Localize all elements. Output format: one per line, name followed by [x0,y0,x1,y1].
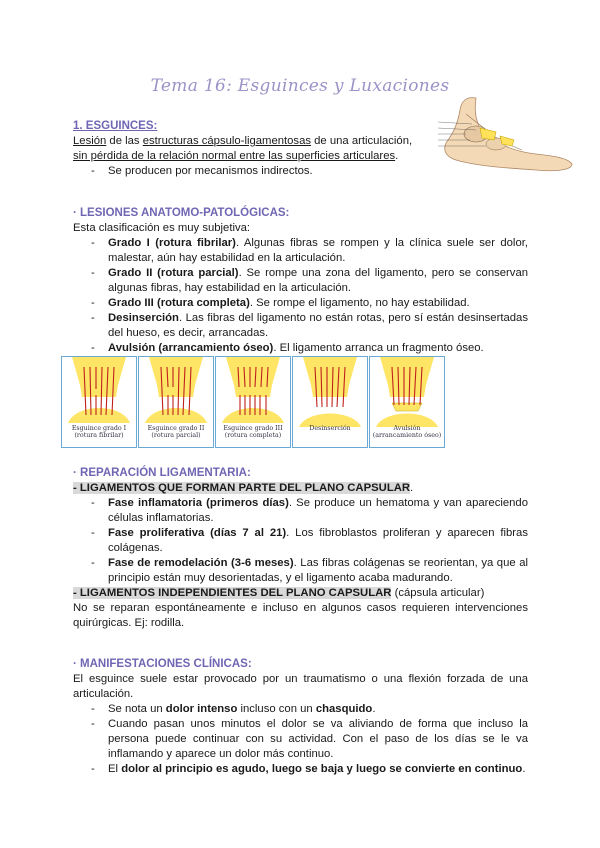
esguinces-heading: 1. ESGUINCES: [73,120,158,132]
list-item: - Fase inflamatoria (primeros días). Se produce un hematoma y van apareciendo células inflamatorias. [73,496,528,526]
list-item: - Desinserción. Las fibras del ligamento no están rotas, pero sí están desinsertadas del hueso, es decir, arrancadas. [73,311,528,341]
list-item: - Grado I (rotura fibrilar). Algunas fibras se rompen y la clínica suele ser dolor, malestar, aún hay estabilidad en la articulación. [73,236,528,266]
lesiones-list [73,236,528,356]
reparacion-sub1: - LIGAMENTOS QUE FORMAN PARTE DEL PLANO CAPSULAR. [73,482,414,494]
page-title: Tema 16: Esguinces y Luxaciones [150,76,450,96]
figure-desinsercion [292,356,368,448]
section-reparacion [73,466,528,631]
figure-grado-3 [215,356,291,448]
section-esguinces [73,119,433,179]
section-manifestaciones [73,657,528,777]
manifestaciones-intro: El esguince suele estar provocado por un traumatismo o una flexión forzada de una articulación. [73,673,528,700]
figure-caption: Desinserción [309,425,351,432]
list-item: - Se nota un dolor intenso incluso con un chasquido. [73,702,528,717]
list-item: - Avulsión (arrancamiento óseo). El ligamento arranca un fragmento óseo. [73,341,528,356]
list-item: - Grado II (rotura parcial). Se rompe una zona del ligamento, pero se conservan algunas fibras, hay estabilidad en la articulación. [73,266,528,296]
lesiones-heading: · LESIONES ANATOMO-PATOLÓGICAS: [73,207,290,219]
figure-caption: Esguince grado I (rotura fibrilar) [71,425,127,439]
figure-avulsion [369,356,445,448]
list-item: - Fase de remodelación (3-6 meses). Las fibras colágenas se reorientan, ya que al principio están muy desorientadas, y el ligamento acaba madurando. [73,556,528,586]
figure-caption: Avulsión (arrancamiento óseo) [372,425,442,439]
figure-grado-1 [61,356,137,448]
foot-ligament-illustration [436,92,576,176]
list-item: - Se producen por mecanismos indirectos. [73,164,433,179]
reparacion-sub2-text: No se reparan espontáneamente e incluso en algunos casos requieren intervenciones quirúrgicas. Ej: rodilla. [73,602,528,629]
figure-caption: Esguince grado II (rotura parcial) [147,425,205,439]
manifestaciones-heading: · MANIFESTACIONES CLÍNICAS: [73,658,252,670]
reparacion-sub2: - LIGAMENTOS INDEPENDIENTES DEL PLANO CAPSULAR (cápsula articular) [73,587,485,599]
figure-caption: Esguince grado III (rotura completa) [223,425,283,439]
list-item: - El dolor al principio es agudo, luego se baja y luego se convierte en continuo. [73,762,528,777]
figure-grado-2 [138,356,214,448]
ligament-desinsercion-icon [293,357,367,447]
esguinces-definition: Lesión de las estructuras cápsulo-ligamentosas de una articulación, sin pérdida de la relación normal entre las superficies articulares. [73,135,413,162]
list-item: - Cuando pasan unos minutos el dolor se va aliviando de forma que incluso la persona puede continuar con su actividad. Con el paso de los días se le va inflamando y aparece un dolor más continuo. [73,717,528,762]
manifestaciones-list [73,702,528,777]
section-lesiones [73,206,528,356]
esguinces-list [73,164,433,179]
list-item: - Grado III (rotura completa). Se rompe el ligamento, no hay estabilidad. [73,296,528,311]
reparacion-heading: · REPARACIÓN LIGAMENTARIA: [73,467,251,479]
ligament-injury-figures [61,356,441,448]
reparacion-list [73,496,528,586]
list-item: - Fase proliferativa (días 7 al 21). Los fibroblastos proliferan y aparecen fibras colágenas. [73,526,528,556]
lesiones-intro: Esta clasificación es muy subjetiva: [73,222,251,234]
